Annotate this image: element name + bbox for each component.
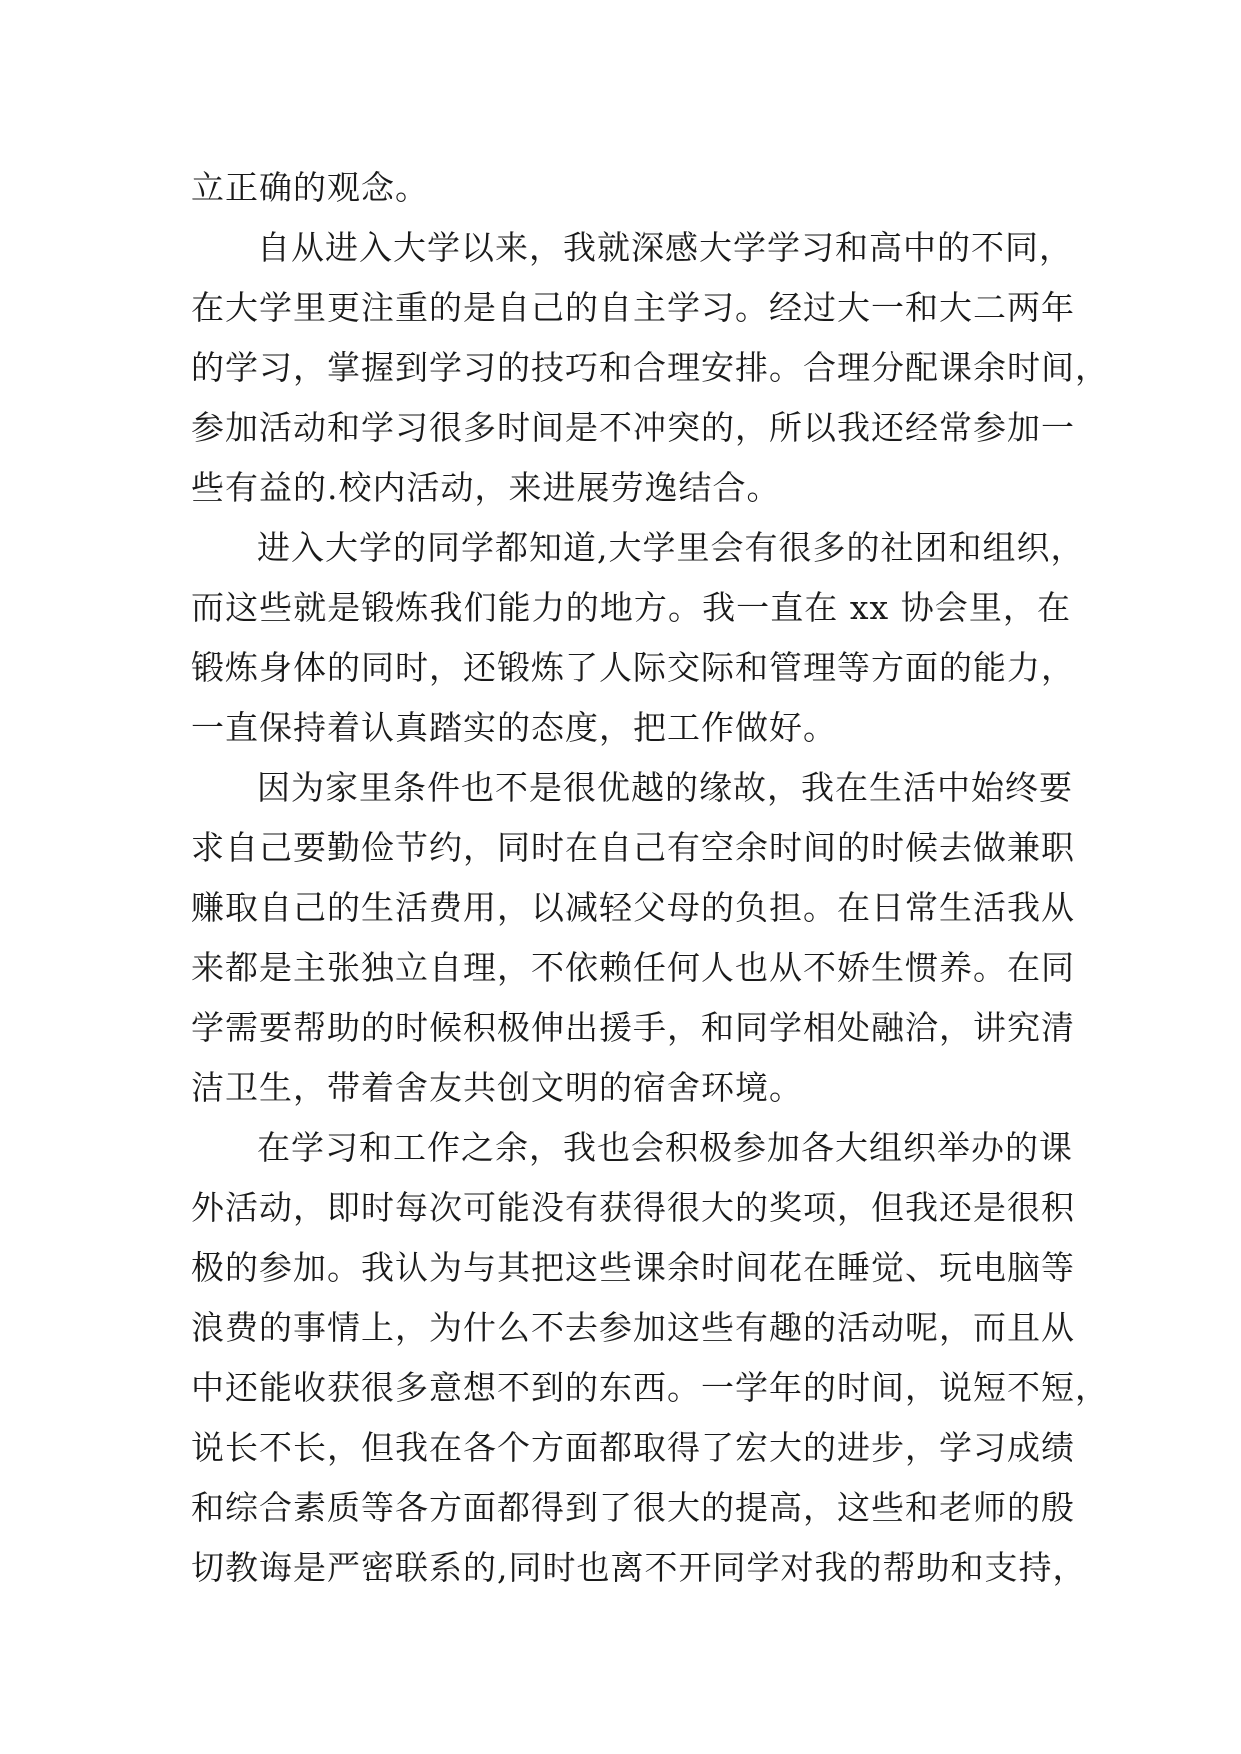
text-line: 来都是主张独立自理，不依赖任何人也从不娇生惯养。在同 [191, 948, 1075, 987]
paragraph [191, 758, 1075, 1118]
text-line: 参加活动和学习很多时间是不冲突的，所以我还经常参加一 [191, 408, 1075, 447]
text-line: 外活动，即时每次可能没有获得很大的奖项，但我还是很积 [191, 1188, 1075, 1227]
text-line: 在学习和工作之余，我也会积极参加各大组织举办的课 [257, 1128, 1073, 1167]
text-line: 而这些就是锻炼我们能力的地方。我一直在 xx 协会里，在 [191, 588, 1071, 627]
text-line: 赚取自己的生活费用，以减轻父母的负担。在日常生活我从 [191, 888, 1075, 927]
text-line: 锻炼身体的同时，还锻炼了人际交际和管理等方面的能力， [191, 648, 1075, 687]
text-line: 说长不长，但我在各个方面都取得了宏大的进步，学习成绩 [191, 1428, 1075, 1467]
paragraph [191, 158, 1071, 218]
text-line: 自从进入大学以来，我就深感大学学习和高中的不同， [257, 228, 1073, 267]
text-line: 极的参加。我认为与其把这些课余时间花在睡觉、玩电脑等 [191, 1248, 1075, 1287]
paragraph [191, 218, 1109, 518]
text-line: 立正确的观念。 [191, 168, 429, 207]
text-line: 一直保持着认真踏实的态度，把工作做好。 [191, 708, 837, 747]
text-line: 和综合素质等各方面都得到了很大的提高，这些和老师的殷 [191, 1488, 1075, 1527]
text-line: 的学习，掌握到学习的技巧和合理安排。合理分配课余时间， [191, 348, 1109, 387]
text-line: 中还能收获很多意想不到的东西。一学年的时间，说短不短， [191, 1368, 1109, 1407]
text-line: 些有益的.校内活动，来进展劳逸结合。 [191, 468, 781, 507]
text-line: 洁卫生，带着舍友共创文明的宿舍环境。 [191, 1068, 803, 1107]
text-line: 在大学里更注重的是自己的自主学习。经过大一和大二两年 [191, 288, 1075, 327]
text-line: 求自己要勤俭节约，同时在自己有空余时间的时候去做兼职 [191, 828, 1075, 867]
paragraph [191, 1118, 1109, 1598]
text-line: 因为家里条件也不是很优越的缘故，我在生活中始终要 [257, 768, 1073, 807]
text-line: 切教诲是严密联系的,同时也离不开同学对我的帮助和支持， [191, 1548, 1087, 1587]
document-body [191, 158, 1109, 1598]
text-line: 进入大学的同学都知道,大学里会有很多的社团和组织， [257, 528, 1085, 567]
text-line: 浪费的事情上，为什么不去参加这些有趣的活动呢，而且从 [191, 1308, 1075, 1347]
paragraph [191, 518, 1085, 758]
text-line: 学需要帮助的时候积极伸出援手，和同学相处融洽，讲究清 [191, 1008, 1075, 1047]
